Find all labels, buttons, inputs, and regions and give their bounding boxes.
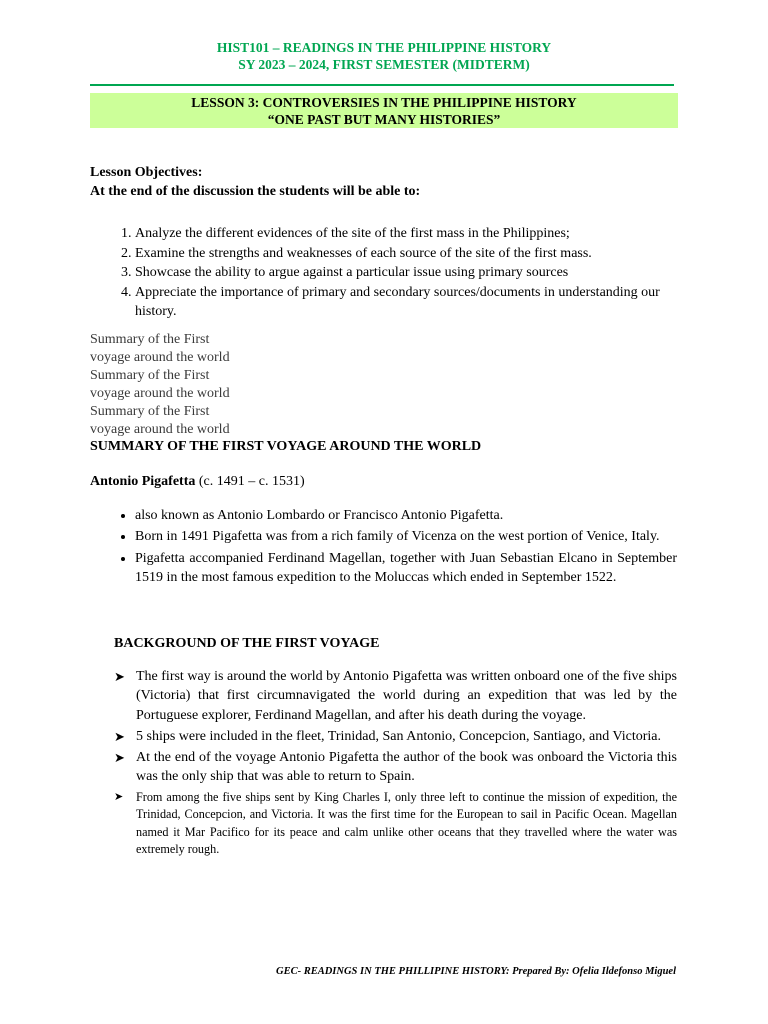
- page-footer: GEC- READINGS IN THE PHILLIPINE HISTORY: Prepared By: Ofelia Ildefonso Miguel: [276, 966, 676, 977]
- pigafetta-bullet: • Born in 1491 Pigafetta was from a rich family of Vicenza on the west portion of Venice, Italy.: [135, 527, 677, 546]
- summary-repeat-line: voyage around the world: [90, 422, 230, 437]
- pigafetta-bullet: • Pigafetta accompanied Ferdinand Magellan, together with Juan Sebastian Elcano in September 1519 in the most famous expedition to the Moluccas which ended in September 1522.: [135, 549, 677, 588]
- pigafetta-line: [90, 472, 305, 491]
- summary-repeat-block: [90, 331, 290, 439]
- summary-repeat-line: Summary of the First: [90, 404, 210, 419]
- arrow-bullet-icon: ➤: [114, 669, 125, 684]
- summary-repeat-line: Summary of the First: [90, 332, 210, 347]
- lesson-banner: [90, 93, 678, 128]
- summary-repeat-line: voyage around the world: [90, 350, 230, 365]
- pigafetta-name: Antonio Pigafetta: [90, 474, 196, 489]
- pigafetta-dates: (c. 1491 – c. 1531): [195, 474, 305, 489]
- summary-repeat-line: voyage around the world: [90, 386, 230, 401]
- objective-item: 1. Analyze the different evidences of the site of the first mass in the Philippines;: [135, 224, 680, 244]
- background-item: ➤ At the end of the voyage Antonio Pigafetta the author of the book was onboard the Victoria this was the only ship that was able to return to Spain.: [114, 750, 677, 785]
- course-title: HIST101 – READINGS IN THE PHILIPPINE HISTORY: [216, 40, 552, 55]
- background-item: ➤ The first way is around the world by Antonio Pigafetta was written onboard one of the five ships (Victoria) that first circumnavigated the world during an expedition that was led by the Portuguese explorer, Ferdinand Magellan, and after his death during the voyage.: [114, 669, 677, 723]
- arrow-bullet-icon: ➤: [114, 728, 125, 744]
- lesson-subtitle: “ONE PAST BUT MANY HISTORIES”: [267, 112, 501, 127]
- background-heading: BACKGROUND OF THE FIRST VOYAGE: [114, 636, 380, 651]
- arrow-bullet-icon: ➤: [114, 790, 124, 803]
- pigafetta-bullets: [90, 506, 677, 589]
- summary-heading: SUMMARY OF THE FIRST VOYAGE AROUND THE WORLD: [90, 439, 482, 454]
- objectives-intro: At the end of the discussion the students will be able to:: [90, 184, 421, 199]
- background-item: ➤ From among the five ships sent by King Charles I, only three left to continue the mission of expedition, the Trinidad, Concepcion, and Victoria. It was the first time for the European to sail in Pacific Ocean. Magellan named it Mar Pacifico for its peace and calm unlike other oceans that they travelled where the water was extremely rough.: [114, 789, 677, 857]
- background-item: ➤ 5 ships were included in the fleet, Trinidad, San Antonio, Concepcion, Santiago, and Victoria.: [114, 727, 677, 746]
- objective-item: 3. Showcase the ability to argue against a particular issue using primary sources: [135, 263, 680, 283]
- arrow-bullet-icon: ➤: [114, 750, 125, 766]
- pigafetta-bullet: • also known as Antonio Lombardo or Francisco Antonio Pigafetta.: [135, 506, 677, 525]
- header-divider: [90, 84, 674, 86]
- semester-title: SY 2023 – 2024, FIRST SEMESTER (MIDTERM): [238, 57, 530, 72]
- background-list: [114, 667, 677, 861]
- objectives-title: Lesson Objectives:: [90, 165, 203, 180]
- objective-item: 2. Examine the strengths and weaknesses of each source of the site of the first mass.: [135, 244, 680, 264]
- objective-item: 4. Appreciate the importance of primary and secondary sources/documents in understanding our history.: [135, 283, 680, 322]
- objectives-list: [90, 224, 680, 322]
- summary-repeat-line: Summary of the First: [90, 368, 210, 383]
- lesson-title: LESSON 3: CONTROVERSIES IN THE PHILIPPINE HISTORY: [191, 95, 577, 110]
